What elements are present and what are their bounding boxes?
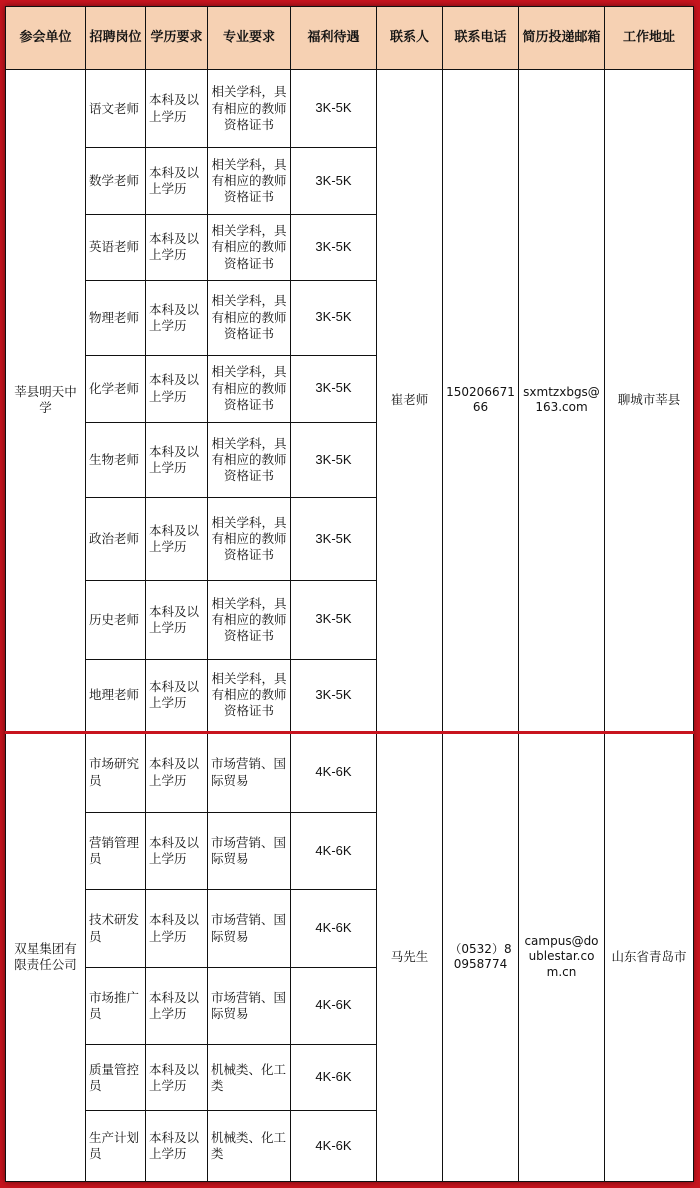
education-requirement: 本科及以上学历 <box>146 732 208 812</box>
salary: 4K-6K <box>291 732 377 812</box>
position-title: 市场研究员 <box>86 732 146 812</box>
header-address: 工作地址 <box>605 7 694 70</box>
salary: 4K-6K <box>291 1045 377 1111</box>
position-title: 地理老师 <box>86 660 146 732</box>
major-requirement: 机械类、化工类 <box>208 1045 291 1111</box>
salary: 3K-5K <box>291 422 377 497</box>
position-title: 营销管理员 <box>86 812 146 889</box>
header-position: 招聘岗位 <box>86 7 146 70</box>
header-company: 参会单位 <box>6 7 86 70</box>
contact-phone: 15020667166 <box>443 70 519 733</box>
education-requirement: 本科及以上学历 <box>146 498 208 580</box>
resume-email: campus@doublestar.com.cn <box>519 732 605 1182</box>
major-requirement: 相关学科，具有相应的教师资格证书 <box>208 70 291 148</box>
position-title: 化学老师 <box>86 355 146 422</box>
table-row <box>6 70 694 148</box>
contact-person: 马先生 <box>377 732 443 1182</box>
education-requirement: 本科及以上学历 <box>146 355 208 422</box>
salary: 3K-5K <box>291 281 377 355</box>
position-title: 市场推广员 <box>86 967 146 1044</box>
contact-phone: （0532）80958774 <box>443 732 519 1182</box>
major-requirement: 机械类、化工类 <box>208 1111 291 1182</box>
work-address: 山东省青岛市 <box>605 732 694 1182</box>
position-title: 物理老师 <box>86 281 146 355</box>
salary: 3K-5K <box>291 214 377 280</box>
company-name: 莘县明天中学 <box>6 70 86 733</box>
header-phone: 联系电话 <box>443 7 519 70</box>
header-contact: 联系人 <box>377 7 443 70</box>
header-email: 简历投递邮箱 <box>519 7 605 70</box>
position-title: 生物老师 <box>86 422 146 497</box>
major-requirement: 相关学科，具有相应的教师资格证书 <box>208 422 291 497</box>
education-requirement: 本科及以上学历 <box>146 967 208 1044</box>
document-frame <box>5 6 693 1182</box>
salary: 4K-6K <box>291 967 377 1044</box>
education-requirement: 本科及以上学历 <box>146 1111 208 1182</box>
education-requirement: 本科及以上学历 <box>146 812 208 889</box>
major-requirement: 市场营销、国际贸易 <box>208 890 291 967</box>
education-requirement: 本科及以上学历 <box>146 281 208 355</box>
salary: 3K-5K <box>291 498 377 580</box>
education-requirement: 本科及以上学历 <box>146 660 208 732</box>
position-title: 生产计划员 <box>86 1111 146 1182</box>
resume-email: sxmtzxbgs@163.com <box>519 70 605 733</box>
position-title: 质量管控员 <box>86 1045 146 1111</box>
major-requirement: 市场营销、国际贸易 <box>208 812 291 889</box>
education-requirement: 本科及以上学历 <box>146 580 208 659</box>
salary: 3K-5K <box>291 660 377 732</box>
salary: 3K-5K <box>291 580 377 659</box>
major-requirement: 相关学科，具有相应的教师资格证书 <box>208 580 291 659</box>
position-title: 历史老师 <box>86 580 146 659</box>
header-education: 学历要求 <box>146 7 208 70</box>
work-address: 聊城市莘县 <box>605 70 694 733</box>
position-title: 数学老师 <box>86 148 146 214</box>
salary: 4K-6K <box>291 812 377 889</box>
major-requirement: 相关学科，具有相应的教师资格证书 <box>208 281 291 355</box>
position-title: 政治老师 <box>86 498 146 580</box>
education-requirement: 本科及以上学历 <box>146 148 208 214</box>
education-requirement: 本科及以上学历 <box>146 214 208 280</box>
education-requirement: 本科及以上学历 <box>146 422 208 497</box>
header-row <box>6 7 694 70</box>
major-requirement: 相关学科，具有相应的教师资格证书 <box>208 355 291 422</box>
major-requirement: 市场营销、国际贸易 <box>208 967 291 1044</box>
education-requirement: 本科及以上学历 <box>146 70 208 148</box>
major-requirement: 相关学科，具有相应的教师资格证书 <box>208 148 291 214</box>
header-major: 专业要求 <box>208 7 291 70</box>
major-requirement: 相关学科，具有相应的教师资格证书 <box>208 214 291 280</box>
major-requirement: 相关学科，具有相应的教师资格证书 <box>208 498 291 580</box>
education-requirement: 本科及以上学历 <box>146 1045 208 1111</box>
salary: 4K-6K <box>291 890 377 967</box>
major-requirement: 相关学科，具有相应的教师资格证书 <box>208 660 291 732</box>
contact-person: 崔老师 <box>377 70 443 733</box>
position-title: 语文老师 <box>86 70 146 148</box>
recruitment-table <box>5 6 694 1182</box>
salary: 3K-5K <box>291 148 377 214</box>
salary: 3K-5K <box>291 355 377 422</box>
company-name: 双星集团有限责任公司 <box>6 732 86 1182</box>
position-title: 技术研发员 <box>86 890 146 967</box>
major-requirement: 市场营销、国际贸易 <box>208 732 291 812</box>
education-requirement: 本科及以上学历 <box>146 890 208 967</box>
header-salary: 福利待遇 <box>291 7 377 70</box>
position-title: 英语老师 <box>86 214 146 280</box>
salary: 3K-5K <box>291 70 377 148</box>
salary: 4K-6K <box>291 1111 377 1182</box>
table-row <box>6 732 694 812</box>
